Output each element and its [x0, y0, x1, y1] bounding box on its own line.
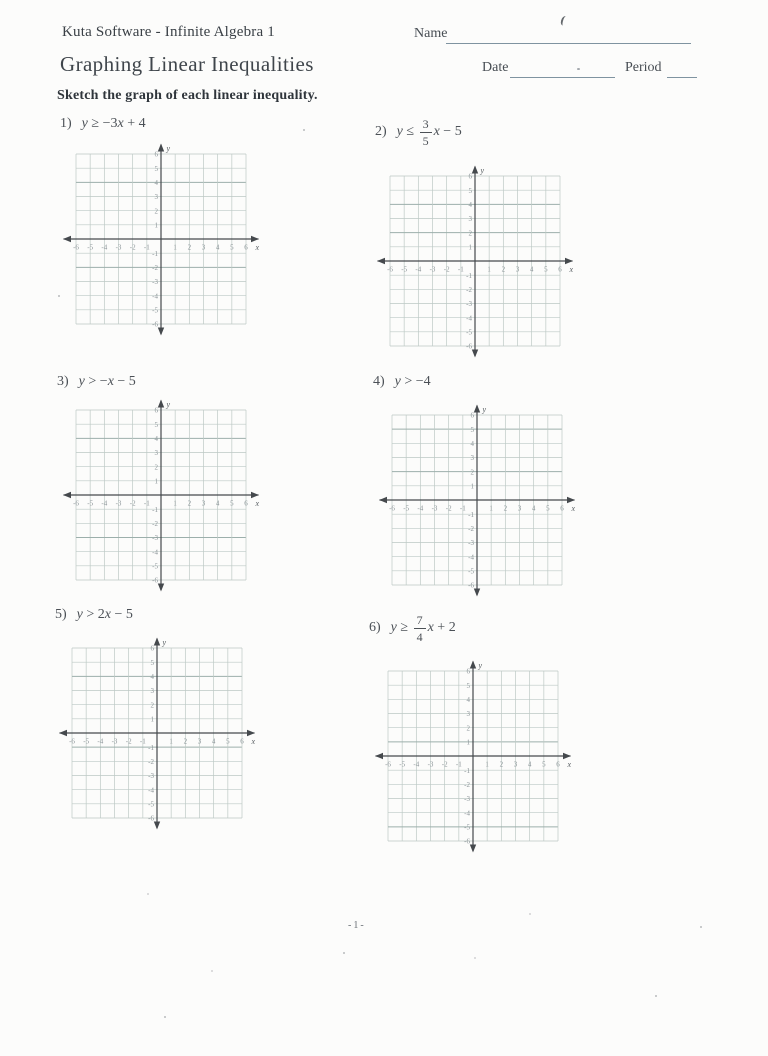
worksheet-title: Graphing Linear Inequalities	[60, 52, 314, 76]
arrow-up-icon	[474, 405, 480, 413]
grid-svg	[375, 164, 575, 360]
y-axis-label: y	[480, 166, 485, 175]
y-tick-label: -4	[152, 292, 159, 301]
arrow-right-icon	[563, 753, 571, 759]
x-tick-label: 1	[489, 504, 493, 513]
x-tick-label: 6	[556, 760, 560, 769]
y-tick-label: 3	[150, 687, 155, 696]
x-tick-label: -1	[457, 265, 464, 274]
y-tick-label: 5	[150, 658, 155, 667]
y-tick-label: 2	[468, 229, 473, 238]
x-tick-label: -2	[125, 737, 132, 746]
x-tick-label: -1	[139, 737, 146, 746]
x-tick-label: -3	[427, 760, 434, 769]
y-tick-label: 3	[154, 193, 159, 202]
period-label: Period	[625, 60, 662, 75]
y-tick-label: 1	[470, 482, 475, 491]
y-tick-label: -4	[148, 786, 155, 795]
y-tick-label: -5	[468, 567, 475, 576]
x-tick-label: -4	[413, 760, 420, 769]
y-tick-label: -6	[148, 814, 155, 823]
x-tick-label: 1	[169, 737, 173, 746]
y-tick-label: -1	[466, 271, 473, 280]
x-tick-label: 2	[503, 504, 508, 513]
x-tick-label: 4	[527, 760, 532, 769]
axes	[379, 405, 575, 597]
x-tick-label: 3	[197, 737, 202, 746]
arrow-right-icon	[251, 236, 259, 242]
y-tick-label: -6	[152, 576, 159, 585]
scan-speck	[211, 970, 213, 972]
x-axis-label: x	[255, 243, 260, 253]
arrow-left-icon	[377, 258, 385, 264]
problem-6	[369, 614, 456, 643]
problem-2	[375, 118, 462, 147]
y-tick-label: -2	[152, 519, 159, 528]
y-tick-label: -1	[468, 510, 475, 519]
x-axis-label: x	[255, 499, 260, 509]
x-tick-label: -4	[417, 504, 424, 513]
equation: y ≥ $\frac{7}{4}$ x + 2	[390, 613, 456, 644]
y-tick-label: -1	[148, 743, 155, 752]
arrow-right-icon	[247, 730, 255, 736]
x-tick-label: 5	[542, 760, 546, 769]
scan-speck	[303, 129, 305, 131]
date-field-line	[510, 76, 615, 78]
y-tick-label: 5	[468, 186, 473, 195]
arrow-left-icon	[59, 730, 67, 736]
x-tick-label: -5	[403, 504, 410, 513]
scan-speck	[577, 68, 580, 70]
x-tick-label: -2	[129, 499, 136, 508]
equation: y ≤ $\frac{3}{5}$ x − 5	[396, 117, 462, 148]
x-tick-label: 6	[560, 504, 564, 513]
arrow-down-icon	[154, 822, 160, 830]
y-tick-label: 4	[154, 178, 159, 187]
y-tick-label: -6	[464, 837, 471, 846]
x-tick-label: 5	[230, 499, 234, 508]
y-tick-label: -5	[466, 328, 473, 337]
coordinate-grid-2	[375, 164, 575, 360]
coordinate-grid-6	[373, 659, 573, 855]
y-tick-label: 4	[466, 695, 471, 704]
scan-speck	[58, 295, 60, 297]
fraction: $\frac{3}{5}$	[420, 118, 432, 147]
x-tick-label: -5	[401, 265, 408, 274]
problem-number: 6)	[369, 620, 381, 636]
y-tick-label: 3	[468, 215, 473, 224]
equation: y > 2 x − 5	[76, 607, 133, 622]
arrow-up-icon	[472, 166, 478, 174]
x-tick-label: 3	[515, 265, 520, 274]
x-tick-label: 5	[544, 265, 548, 274]
y-tick-label: 4	[154, 434, 159, 443]
y-tick-label: -3	[152, 278, 159, 287]
x-tick-label: 2	[499, 760, 504, 769]
y-tick-label: -1	[152, 249, 159, 258]
y-tick-label: -2	[466, 285, 473, 294]
x-tick-label: 4	[215, 499, 220, 508]
y-tick-label: -3	[148, 772, 155, 781]
y-axis-label: y	[166, 144, 171, 153]
y-tick-label: 1	[468, 243, 473, 252]
y-tick-label: 6	[154, 406, 159, 415]
y-tick-label: -4	[466, 314, 473, 323]
y-tick-label: 5	[154, 164, 159, 173]
arrow-down-icon	[158, 328, 164, 336]
x-tick-label: -6	[69, 737, 75, 746]
x-tick-label: -5	[87, 499, 94, 508]
coordinate-grid-5	[57, 636, 257, 832]
x-tick-label: 4	[215, 243, 220, 252]
arrow-left-icon	[379, 497, 387, 503]
y-tick-label: -1	[464, 766, 471, 775]
y-tick-label: -3	[468, 539, 475, 548]
x-tick-label: 1	[487, 265, 491, 274]
arrow-left-icon	[63, 236, 71, 242]
x-tick-label: -5	[83, 737, 90, 746]
y-tick-label: 2	[466, 724, 471, 733]
y-tick-label: 3	[154, 449, 159, 458]
y-tick-label: -2	[468, 524, 475, 533]
x-axis-label: x	[567, 760, 572, 770]
x-tick-label: 3	[517, 504, 522, 513]
y-tick-label: 6	[470, 411, 475, 420]
axes	[63, 144, 259, 336]
arrow-down-icon	[158, 584, 164, 592]
x-tick-label: 2	[183, 737, 188, 746]
y-tick-label: 4	[150, 672, 155, 681]
x-tick-label: 3	[201, 243, 206, 252]
grid-svg	[61, 398, 261, 594]
x-tick-label: 1	[173, 243, 177, 252]
equation: y > −4	[394, 374, 431, 389]
y-tick-label: 6	[150, 644, 155, 653]
y-tick-label: -5	[152, 306, 159, 315]
x-tick-label: 2	[501, 265, 506, 274]
x-axis-label: x	[569, 265, 574, 275]
x-tick-label: 6	[244, 499, 248, 508]
problem-5	[55, 607, 133, 624]
axes	[59, 638, 255, 830]
x-tick-label: 2	[187, 243, 192, 252]
y-tick-label: 2	[150, 701, 155, 710]
x-tick-label: 2	[187, 499, 192, 508]
y-tick-label: 5	[154, 420, 159, 429]
x-tick-label: -3	[431, 504, 438, 513]
scan-speck	[164, 1016, 166, 1018]
arrow-right-icon	[251, 492, 259, 498]
pen-mark	[560, 15, 569, 26]
y-tick-label: -4	[464, 809, 471, 818]
x-tick-label: 5	[226, 737, 230, 746]
arrow-right-icon	[565, 258, 573, 264]
x-tick-label: -6	[387, 265, 393, 274]
x-tick-label: -4	[101, 243, 108, 252]
arrow-right-icon	[567, 497, 575, 503]
y-axis-label: y	[166, 400, 171, 409]
axes	[375, 661, 571, 853]
x-tick-label: 6	[244, 243, 248, 252]
grid-svg	[57, 636, 257, 832]
coordinate-grid-1	[61, 142, 261, 338]
grid-svg	[61, 142, 261, 338]
y-tick-label: 2	[470, 468, 475, 477]
x-axis-label: x	[571, 504, 576, 514]
arrow-up-icon	[154, 638, 160, 646]
x-tick-label: 3	[201, 499, 206, 508]
y-tick-label: 6	[468, 172, 473, 181]
y-tick-label: -6	[468, 581, 475, 590]
period-field-line	[667, 76, 697, 78]
y-tick-label: -4	[152, 548, 159, 557]
y-tick-label: 2	[154, 463, 159, 472]
instruction-text: Sketch the graph of each linear inequality.	[57, 88, 318, 103]
name-label: Name	[414, 26, 448, 41]
y-tick-label: 2	[154, 207, 159, 216]
y-tick-label: 1	[154, 477, 159, 486]
scan-speck	[343, 952, 345, 954]
problem-number: 2)	[375, 124, 387, 140]
y-tick-label: 4	[470, 439, 475, 448]
problem-3	[57, 374, 136, 391]
y-tick-label: -3	[464, 795, 471, 804]
problem-number: 5)	[55, 607, 67, 622]
x-tick-label: -2	[129, 243, 136, 252]
x-tick-label: 1	[173, 499, 177, 508]
y-tick-label: 5	[470, 425, 475, 434]
y-tick-label: -5	[152, 562, 159, 571]
x-tick-label: -6	[73, 499, 79, 508]
y-tick-label: 3	[466, 710, 471, 719]
y-tick-label: 1	[466, 738, 471, 747]
x-tick-label: -1	[143, 499, 150, 508]
x-tick-label: 4	[529, 265, 534, 274]
scan-speck	[147, 893, 149, 895]
grid-svg	[373, 659, 573, 855]
y-tick-label: 1	[150, 715, 155, 724]
page-number: -1-	[348, 920, 366, 931]
y-tick-label: -2	[464, 780, 471, 789]
arrow-down-icon	[474, 589, 480, 597]
x-axis-label: x	[251, 737, 256, 747]
arrow-left-icon	[375, 753, 383, 759]
x-tick-label: -1	[459, 504, 466, 513]
y-tick-label: -2	[148, 757, 155, 766]
x-tick-label: 1	[485, 760, 489, 769]
fraction: $\frac{7}{4}$	[414, 614, 426, 643]
y-axis-label: y	[162, 638, 167, 647]
arrow-left-icon	[63, 492, 71, 498]
x-tick-label: 6	[558, 265, 562, 274]
problem-number: 1)	[60, 116, 72, 131]
y-tick-label: -5	[148, 800, 155, 809]
x-tick-label: 3	[513, 760, 518, 769]
y-tick-label: -5	[464, 823, 471, 832]
coordinate-grid-4	[377, 403, 577, 599]
x-tick-label: -3	[111, 737, 118, 746]
problem-1	[60, 116, 146, 133]
y-tick-label: 5	[466, 681, 471, 690]
x-tick-label: -2	[443, 265, 450, 274]
x-tick-label: -4	[97, 737, 104, 746]
y-axis-label: y	[478, 661, 483, 670]
x-tick-label: 6	[240, 737, 244, 746]
x-tick-label: -5	[87, 243, 94, 252]
problem-4	[373, 374, 431, 391]
grid-svg	[377, 403, 577, 599]
x-tick-label: -1	[455, 760, 462, 769]
y-tick-label: -6	[466, 342, 473, 351]
x-tick-label: -6	[73, 243, 79, 252]
scan-speck	[529, 913, 531, 915]
x-tick-label: -1	[143, 243, 150, 252]
scan-speck	[700, 926, 702, 928]
arrow-up-icon	[470, 661, 476, 669]
y-tick-label: -3	[466, 300, 473, 309]
y-axis-label: y	[482, 405, 487, 414]
coordinate-grid-3	[61, 398, 261, 594]
scan-speck	[474, 957, 476, 959]
arrow-up-icon	[158, 144, 164, 152]
problem-number: 4)	[373, 374, 385, 389]
x-tick-label: -3	[115, 243, 122, 252]
axes	[63, 400, 259, 592]
y-tick-label: -2	[152, 263, 159, 272]
y-tick-label: 4	[468, 200, 473, 209]
y-tick-label: -1	[152, 505, 159, 514]
x-tick-label: -2	[441, 760, 448, 769]
axes	[377, 166, 573, 358]
x-tick-label: -6	[389, 504, 395, 513]
x-tick-label: -5	[399, 760, 406, 769]
software-header: Kuta Software - Infinite Algebra 1	[62, 24, 275, 40]
x-tick-label: -3	[429, 265, 436, 274]
x-tick-label: 5	[546, 504, 550, 513]
name-field-line	[446, 42, 691, 44]
equation: y ≥ −3 x + 4	[81, 116, 146, 131]
arrow-down-icon	[472, 350, 478, 358]
y-tick-label: 1	[154, 221, 159, 230]
arrow-down-icon	[470, 845, 476, 853]
x-tick-label: 4	[531, 504, 536, 513]
arrow-up-icon	[158, 400, 164, 408]
x-tick-label: 4	[211, 737, 216, 746]
problem-number: 3)	[57, 374, 69, 389]
y-tick-label: -3	[152, 534, 159, 543]
x-tick-label: -2	[445, 504, 452, 513]
y-tick-label: 3	[470, 454, 475, 463]
x-tick-label: -4	[415, 265, 422, 274]
y-tick-label: -6	[152, 320, 159, 329]
date-label: Date	[482, 60, 509, 75]
y-tick-label: 6	[154, 150, 159, 159]
equation: y > − x − 5	[78, 374, 136, 389]
x-tick-label: -6	[385, 760, 391, 769]
x-tick-label: -3	[115, 499, 122, 508]
x-tick-label: -4	[101, 499, 108, 508]
y-tick-label: -4	[468, 553, 475, 562]
x-tick-label: 5	[230, 243, 234, 252]
scan-speck	[655, 995, 657, 997]
y-tick-label: 6	[466, 667, 471, 676]
